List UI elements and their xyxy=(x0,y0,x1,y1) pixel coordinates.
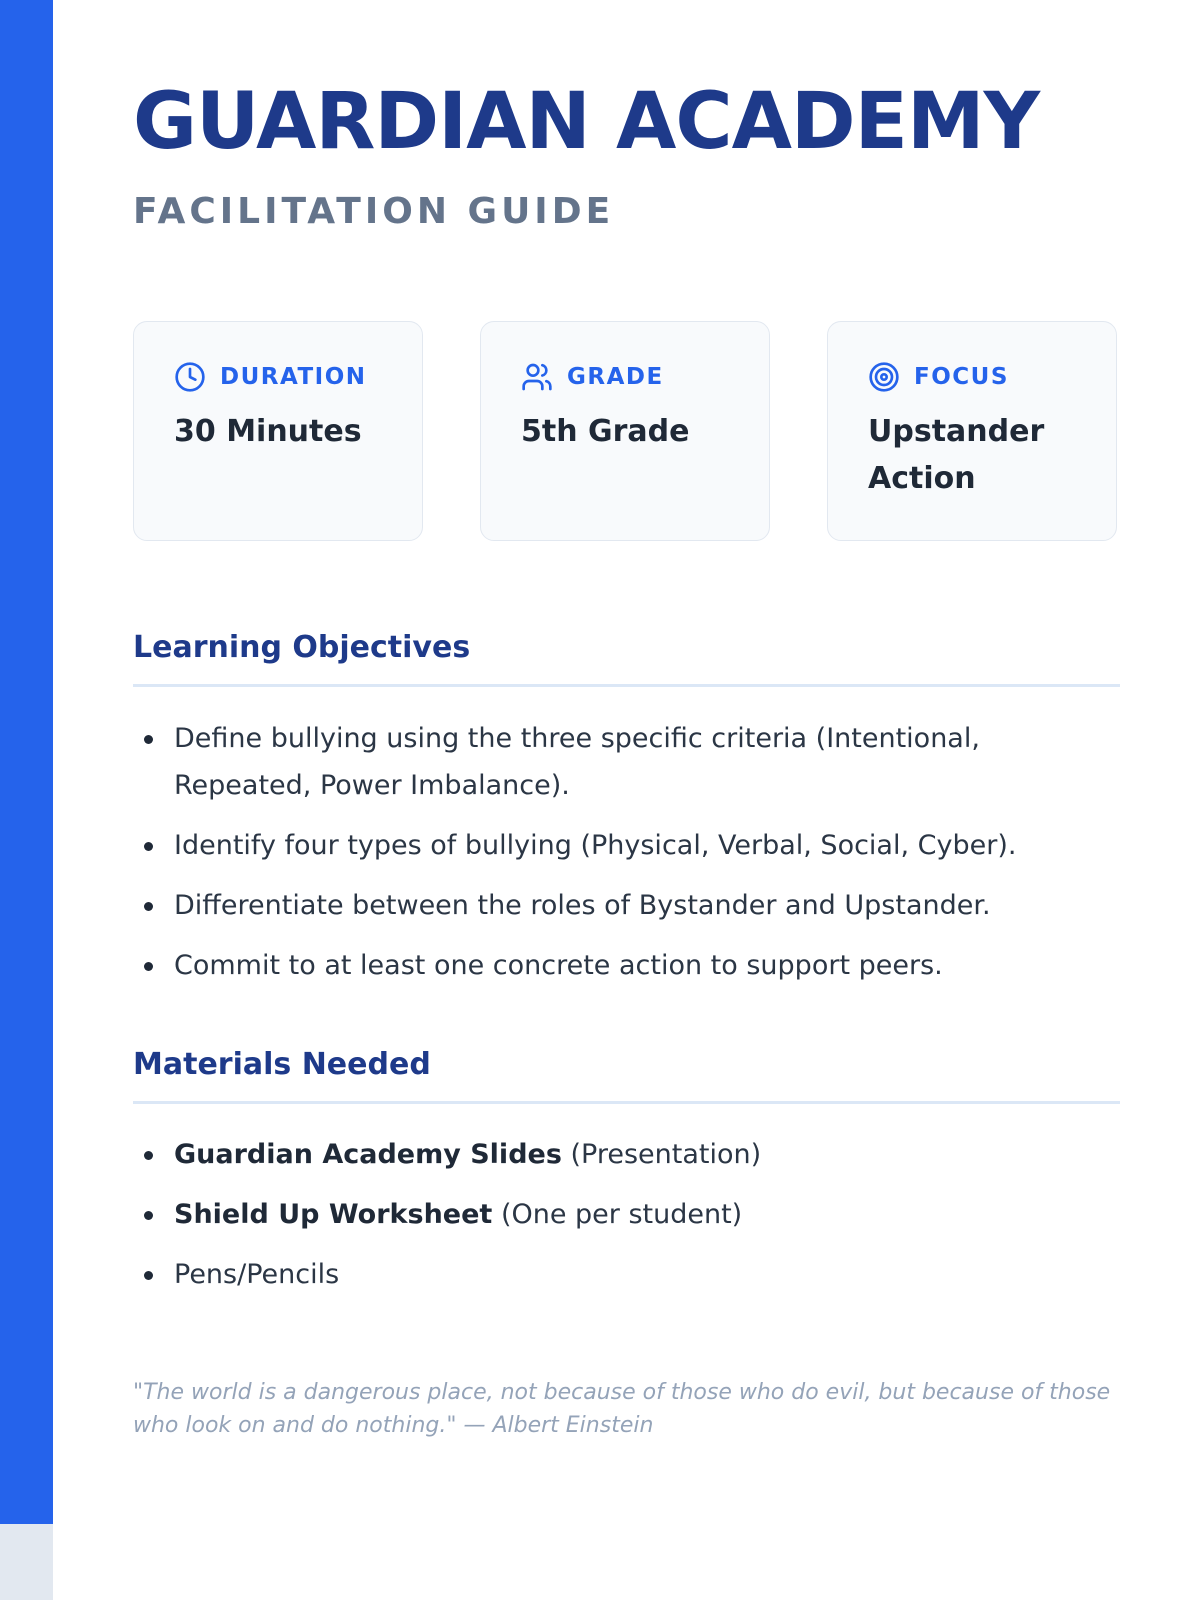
learning-objectives-list xyxy=(133,715,1120,1002)
footer-quote: "The world is a dangerous place, not because of those who do evil, but because of those who look on and do nothing." — Albert Einstein xyxy=(133,1380,1111,1438)
section-divider xyxy=(133,1101,1120,1104)
learning-objectives-heading: Learning Objectives xyxy=(133,630,471,665)
list-item: Define bullying using the three specific criteria (Intentional, Repeated, Power Imbalance). xyxy=(133,715,1120,809)
sidebar-footer-block xyxy=(0,1524,53,1600)
info-card-label-row xyxy=(521,362,749,392)
info-card-label-row xyxy=(868,362,1096,392)
users-icon xyxy=(521,361,553,393)
material-detail: Pens/Pencils xyxy=(174,1259,340,1290)
clock-icon xyxy=(174,361,206,393)
section-divider xyxy=(133,684,1120,687)
list-item: Commit to at least one concrete action to support peers. xyxy=(133,942,1120,989)
info-card-value: 30 Minutes xyxy=(174,414,362,449)
materials-needed-heading: Materials Needed xyxy=(133,1047,431,1082)
list-item xyxy=(133,1131,1120,1178)
info-card-label: FOCUS xyxy=(914,364,1009,390)
info-card-focus xyxy=(827,321,1117,541)
sidebar-accent-bar xyxy=(0,0,53,1524)
info-card-label-row xyxy=(174,362,402,392)
target-icon xyxy=(868,361,900,393)
list-item xyxy=(133,1191,1120,1238)
material-name: Shield Up Worksheet xyxy=(174,1199,493,1230)
material-name: Guardian Academy Slides xyxy=(174,1139,562,1170)
material-detail: (Presentation) xyxy=(570,1139,762,1170)
info-card-grade xyxy=(480,321,770,541)
info-card-value: Upstander Action xyxy=(868,414,1045,496)
document-subtitle: FACILITATION GUIDE xyxy=(133,191,615,232)
material-detail: (One per student) xyxy=(500,1199,743,1230)
materials-needed-list xyxy=(133,1131,1120,1311)
list-item: Differentiate between the roles of Bystander and Upstander. xyxy=(133,882,1120,929)
list-item: Identify four types of bullying (Physical, Verbal, Social, Cyber). xyxy=(133,822,1120,869)
info-card-label: DURATION xyxy=(220,364,367,390)
list-item xyxy=(133,1251,1120,1298)
info-card-label: GRADE xyxy=(567,364,664,390)
info-card-duration xyxy=(133,321,423,541)
document-title: GUARDIAN ACADEMY xyxy=(133,77,1040,167)
info-card-value: 5th Grade xyxy=(521,414,690,449)
